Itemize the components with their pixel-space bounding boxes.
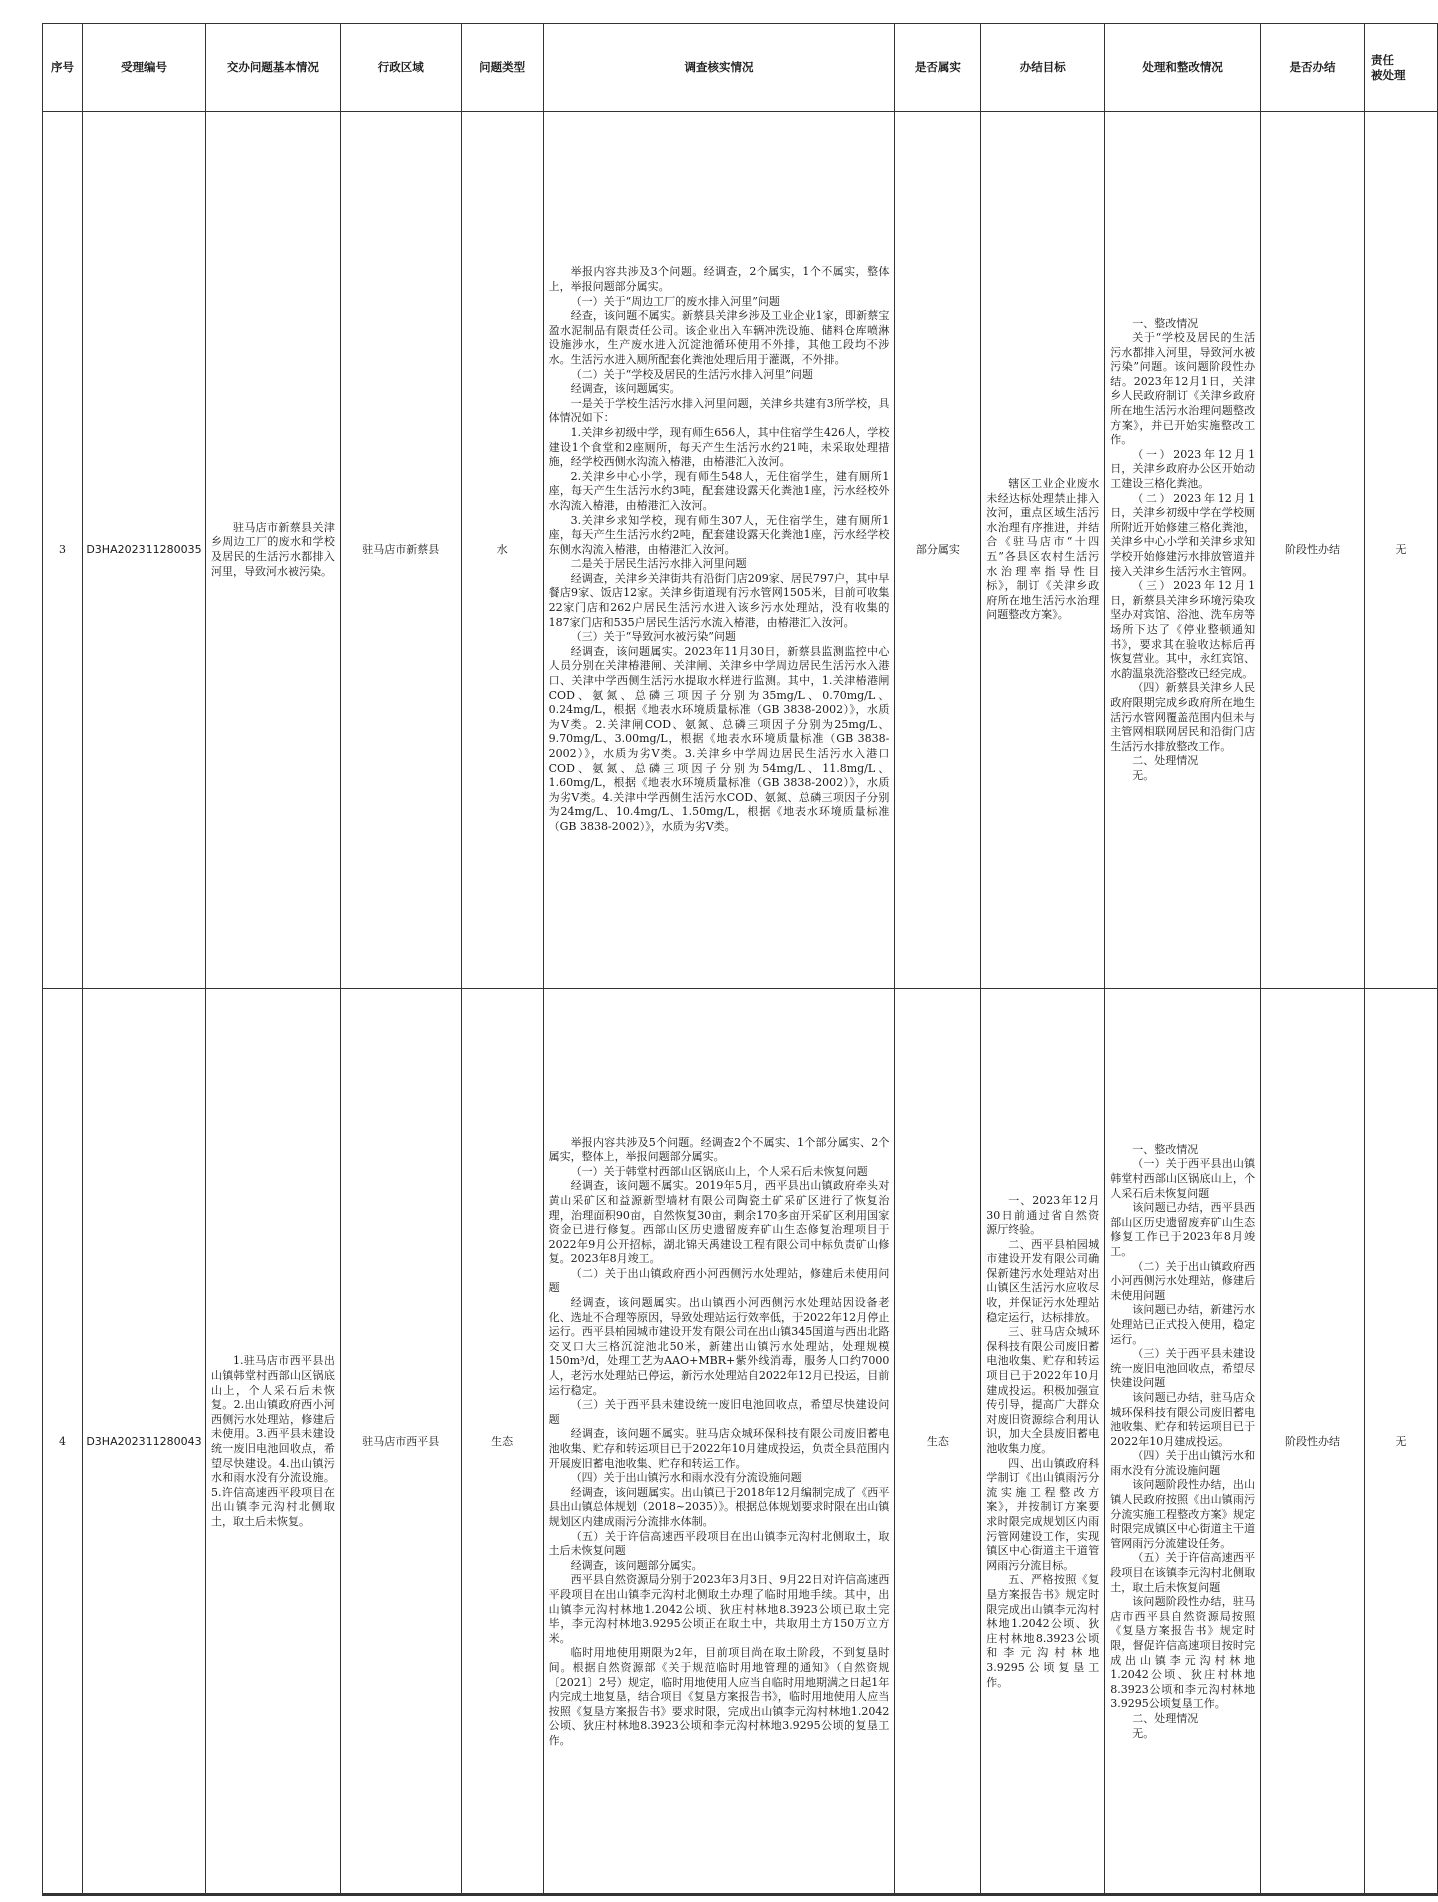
paragraph: （四）新蔡县关津乡人民政府限期完成乡政府所在地生活污水管网覆盖范围内但未与主管网相联网居民和沿街门店生活污水排放整改工作。 xyxy=(1110,681,1256,753)
cell-handling xyxy=(1105,989,1261,1896)
paragraph: 该问题阶段性办结，出山镇人民政府按照《出山镇雨污分流实施工程整改方案》规定时限完成镇区中心街道主干道管网雨污分流建设任务。 xyxy=(1110,1478,1256,1550)
cell-type: 生态 xyxy=(461,989,543,1896)
header-region: 行政区域 xyxy=(340,24,461,112)
header-id: 受理编号 xyxy=(82,24,205,112)
paragraph: 一、整改情况 xyxy=(1132,316,1199,330)
table-row xyxy=(43,989,1438,1896)
paragraph: （四）关于出山镇污水和雨水没有分流设施问题 xyxy=(1110,1449,1256,1477)
paragraph: （一）关于“周边工厂的废水排入河里”问题 xyxy=(570,294,780,308)
paragraph: 该问题已办结，西平县西部山区历史遗留废弃矿山生态修复工作已于2023年8月竣工。 xyxy=(1110,1201,1256,1258)
paragraph: （二）2023年12月1日，关津乡初级中学在学校厕所附近开始修建三格化粪池，关津乡中心小学和关津乡求知学校开始修建污水排放管道并接入关津乡生活污水主管网。 xyxy=(1110,491,1256,578)
paragraph: 该问题已办结，驻马店众城环保科技有限公司废旧蓄电池收集、贮存和转运项目已于2022年10月建成投运。 xyxy=(1110,1390,1256,1448)
paragraph: 举报内容共涉及3个问题。经调查，2个属实，1个不属实，整体上，举报问题部分属实。 xyxy=(548,265,890,294)
paragraph: 经调查，该问题属实。出山镇西小河西侧污水处理站因设备老化、选址不合理等原因，导致处理站运行效率低，于2022年12月停止运行。西平县柏园城市建设开发有限公司在出山镇345国道与西出北路交叉口大三格沉淀池北50米，新建出山镇污水处理站，处理规模150m³/d，处理工艺为AAO+MBR+紫外线消毒，服务人口约7000人，老污水处理站已停运，新污水处理站自2022年12月已投运，目前运行稳定。 xyxy=(548,1296,890,1397)
paragraph: 二、西平县柏园城市建设开发有限公司确保新建污水处理站对出山镇区生活污水应收尽收，并保证污水处理站稳定运行，达标排放。 xyxy=(986,1237,1100,1324)
paragraph: 经调查，该问题不属实。驻马店众城环保科技有限公司废旧蓄电池收集、贮存和转运项目已于2022年10月建成投运，负责全县范围内开展废旧蓄电池收集、贮存和转运工作。 xyxy=(548,1427,890,1470)
paragraph: 无。 xyxy=(1132,768,1155,782)
bottom-rule xyxy=(42,1893,1438,1895)
goal-text: 辖区工业企业废水未经达标处理禁止排入汝河，重点区域生活污水治理有序推进，并结合《驻马店市“十四五”各县区农村生活污水治理率指导性目标》，制订《关津乡政府所在地生活污水治理问题整改方案》。 xyxy=(986,477,1100,622)
cell-responsible: 无 xyxy=(1364,989,1437,1896)
paragraph: 经调查，该问题属实。出山镇已于2018年12月编制完成了《西平县出山镇总体规划（2018~2035）》。根据总体规划要求时限在出山镇规划区内建成雨污分流排水体制。 xyxy=(548,1485,890,1528)
cell-id: D3HA202311280035 xyxy=(82,112,205,989)
paragraph: 经查，该问题不属实。新蔡县关津乡涉及工业企业1家，即新蔡宝盈水泥制品有限责任公司。该企业出入车辆冲洗设施、储料仓库喷淋设施涉水，生产废水进入沉淀池循环使用不外排，其他工段均不涉水。生活污水进入厕所配套化粪池处理后用于灌溉，不外排。 xyxy=(548,309,890,366)
table-row xyxy=(43,112,1438,989)
cell-is-true: 生态 xyxy=(895,989,981,1896)
paragraph: 三、驻马店众城环保科技有限公司废旧蓄电池收集、贮存和转运项目已于2022年10月建成投运。积极加强宣传引导，提高广大群众对废旧资源综合利用认识，加大全县废旧蓄电池收集力度。 xyxy=(986,1325,1100,1455)
cell-is-true: 部分属实 xyxy=(895,112,981,989)
paragraph: 二、处理情况 xyxy=(1132,1711,1199,1725)
header-type: 问题类型 xyxy=(461,24,543,112)
paragraph: 2.关津乡中心小学，现有师生548人，无住宿学生，建有厕所1座，每天产生生活污水约3吨，配套建设露天化粪池1座，污水经校外水沟流入椿港，由椿港汇入汝河。 xyxy=(548,469,890,512)
paragraph: （一）2023年12月1日，关津乡政府办公区开始动工建设三格化粪池。 xyxy=(1110,447,1256,491)
cell-type: 水 xyxy=(461,112,543,989)
paragraph: （二）关于“学校及居民的生活污水排入河里”问题 xyxy=(570,367,813,381)
cell-done: 阶段性办结 xyxy=(1261,989,1365,1896)
cell-issue xyxy=(205,989,340,1896)
cell-region: 驻马店市西平县 xyxy=(340,989,461,1896)
paragraph: 二是关于居民生活污水排入河里问题 xyxy=(570,557,747,571)
header-goal: 办结目标 xyxy=(981,24,1105,112)
paragraph: 该问题已办结，新建污水处理站已正式投入使用，稳定运行。 xyxy=(1110,1303,1256,1346)
paragraph: 经调查，该问题不属实。2019年5月，西平县出山镇政府牵头对黄山采矿区和益源新型墙材有限公司陶瓷土矿采矿区进行了恢复治理，治理面积90亩，自然恢复30亩，剩余170多亩开采矿区利用国家资金已进行修复。西部山区历史遗留废弃矿山生态修复治理项目于2022年9月公开招标，湖北锦天禹建设工程有限公司中标负责矿山修复。2023年8月竣工。 xyxy=(548,1179,890,1266)
paragraph: （三）关于“导致河水被污染”问题 xyxy=(570,630,736,644)
paragraph: （一）关于韩堂村西部山区锅底山上，个人采石后未恢复问题 xyxy=(570,1164,868,1178)
paragraph: 无。 xyxy=(1132,1726,1155,1740)
paragraph: 举报内容共涉及5个问题。经调查2个不属实、1个部分属实、2个属实，整体上，举报问题部分属实。 xyxy=(548,1135,890,1164)
paragraph: （五）关于许信高速西平段项目在该镇李元沟村北侧取土，取土后未恢复问题 xyxy=(1110,1551,1256,1594)
cell-handling xyxy=(1105,112,1261,989)
header-investigation: 调查核实情况 xyxy=(543,24,895,112)
table-header-row xyxy=(43,24,1438,112)
header-responsible: 责任 被处理 xyxy=(1364,24,1437,112)
cell-id: D3HA202311280043 xyxy=(82,989,205,1896)
paragraph: 经调查，关津乡关津街共有沿街门店209家、居民797户，其中早餐店9家、饭店12家。关津乡街道现有污水管网1505米，目前可收集22家门店和262户居民生活污水进入该乡污水处理站，没有收集的187家门店和535户居民生活污水流入椿港，由椿港汇入汝河。 xyxy=(548,571,890,629)
cell-investigation xyxy=(543,112,895,989)
paragraph: 二、处理情况 xyxy=(1132,754,1199,768)
paragraph: 西平县自然资源局分别于2023年3月3日、9月22日对许信高速西平段项目在出山镇李元沟村北侧取土办理了临时用地手续。其中，出山镇李元沟村林地1.2042公顷、狄庄村林地8.3923公顷已取土完毕，李元沟村林地3.9295公顷正在取土中，共取用土方150万立方米。 xyxy=(548,1573,890,1645)
issue-text: 1.驻马店市西平县出山镇韩堂村西部山区锅底山上，个人采石后未恢复。2.出山镇政府西小河西侧污水处理站，修建后未使用。3.西平县未建设统一废旧电池回收点，希望尽快建设。4.出山镇污水和雨水没有分流设施。5.许信高速西平段项目在出山镇李元沟村北侧取土，取土后未恢复。 xyxy=(210,1354,335,1528)
paragraph: （三）2023年12月1日，新蔡县关津乡环境污染攻坚办对宾馆、浴池、洗车房等场所下达了《停业整顿通知书》，要求其在验收达标后再恢复营业。其中，永红宾馆、水韵温泉洗浴整改已经完成。 xyxy=(1110,579,1256,680)
paragraph: 五、严格按照《复垦方案报告书》规定时限完成出山镇李元沟村林地1.2042公顷、狄庄村林地8.3923公顷和李元沟村林地3.9295公顷复垦工作。 xyxy=(986,1573,1100,1689)
header-handling: 处理和整改情况 xyxy=(1105,24,1261,112)
paragraph: 四、出山镇政府科学制订《出山镇雨污分流实施工程整改方案》，并按制订方案要求时限完成规划区内雨污管网建设工作，实现镇区中心街道主干道管网雨污分流目标。 xyxy=(986,1456,1100,1572)
paragraph: （三）关于西平县未建设统一废旧电池回收点，希望尽快建设问题 xyxy=(548,1398,890,1426)
paragraph: （二）关于出山镇政府西小河西侧污水处理站，修建后未使用问题 xyxy=(1110,1259,1256,1302)
cell-seq: 3 xyxy=(43,112,83,989)
paragraph: 该问题阶段性办结，驻马店市西平县自然资源局按照《复垦方案报告书》规定时限，督促许信高速项目按时完成出山镇李元沟村林地1.2042公顷、狄庄村林地8.3923公顷和李元沟村林地3.9295公顷复垦工作。 xyxy=(1110,1595,1256,1711)
paragraph: （二）关于出山镇政府西小河西侧污水处理站，修建后未使用问题 xyxy=(548,1266,890,1295)
case-table xyxy=(42,23,1438,1896)
header-is-true: 是否属实 xyxy=(895,24,981,112)
paragraph: 临时用地使用期限为2年，目前项目尚在取土阶段，不到复垦时间。根据自然资源部《关于规范临时用地管理的通知》（自然资规〔2021〕2号）规定，临时用地使用人应当自临时用地期满之日起1年内完成土地复垦，结合项目《复垦方案报告书》，临时用地使用人应当按照《复垦方案报告书》要求时限，完成出山镇李元沟村林地1.2042公顷、狄庄村林地8.3923公顷和李元沟村林地3.9295公顷的复垦工作。 xyxy=(548,1646,890,1747)
paragraph: 经调查，该问题属实。2023年11月30日，新蔡县监测监控中心人员分别在关津椿港闸、关津闸、关津乡中学周边居民生活污水入港口、关津中学西侧生活污水提取水样进行监测。其中，1.关津椿港闸COD、氨氮、总磷三项因子分别为35mg/L、0.70mg/L、0.24mg/L，根据《地表水环境质量标准（GB 3838-2002）》，水质为Ⅴ类。2.关津闸COD、氨氮、总磷三项因子分别为25mg/L、9.70mg/L、3.00mg/L，根据《地表水环境质量标准（GB 3838-2002）》，水质为劣Ⅴ类。3.关津乡中学周边居民生活污水入港口COD、氨氮、总磷三项因子分别为54mg/L、11.8mg/L、1.60mg/L，根据《地表水环境质量标准（GB 3838-2002）》，水质为劣Ⅴ类。4.关津中学西侧生活污水COD、氨氮、总磷三项因子分别为24mg/L、10.4mg/L、1.50mg/L，根据《地表水环境质量标准（GB 3838-2002）》，水质为劣Ⅴ类。 xyxy=(548,644,890,833)
paragraph: 关于“学校及居民的生活污水都排入河里，导致河水被污染”问题。该问题阶段性办结。2023年12月1日，关津乡人民政府制订《关津乡政府所在地生活污水治理问题整改方案》，并已开始实施整改工作。 xyxy=(1110,331,1256,447)
paragraph: 一、整改情况 xyxy=(1132,1142,1199,1156)
paragraph: 经调查，该问题部分属实。 xyxy=(570,1558,703,1572)
cell-goal xyxy=(981,112,1105,989)
header-done: 是否办结 xyxy=(1261,24,1365,112)
issue-text: 驻马店市新蔡县关津乡周边工厂的废水和学校及居民的生活污水都排入河里，导致河水被污染。 xyxy=(210,520,335,578)
cell-goal xyxy=(981,989,1105,1896)
paragraph: （一）关于西平县出山镇韩堂村西部山区锅底山上，个人采石后未恢复问题 xyxy=(1110,1157,1256,1200)
cell-responsible: 无 xyxy=(1364,112,1437,989)
cell-issue xyxy=(205,112,340,989)
header-issue: 交办问题基本情况 xyxy=(205,24,340,112)
paragraph: （五）关于许信高速西平段项目在出山镇李元沟村北侧取土，取土后未恢复问题 xyxy=(548,1529,890,1558)
paragraph: 3.关津乡求知学校，现有师生307人，无住宿学生，建有厕所1座，每天产生生活污水约2吨，配套建设露天化粪池1座，污水经学校东侧水沟流入椿港，由椿港汇入汝河。 xyxy=(548,513,890,556)
paragraph: 经调查，该问题属实。 xyxy=(570,382,681,396)
paragraph: （四）关于出山镇污水和雨水没有分流设施问题 xyxy=(570,1471,802,1485)
cell-investigation xyxy=(543,989,895,1896)
cell-seq: 4 xyxy=(43,989,83,1896)
paragraph: 一、2023年12月30日前通过省自然资源厅终验。 xyxy=(986,1193,1100,1237)
paragraph: （三）关于西平县未建设统一废旧电池回收点，希望尽快建设问题 xyxy=(1110,1347,1256,1390)
cell-done: 阶段性办结 xyxy=(1261,112,1365,989)
header-seq: 序号 xyxy=(43,24,83,112)
paragraph: 1.关津乡初级中学，现有师生656人，其中住宿学生426人，学校建设1个食堂和2座厕所，每天产生生活污水约21吨，未采取处理措施，经学校西侧水沟流入椿港，由椿港汇入汝河。 xyxy=(548,425,890,469)
paragraph: 一是关于学校生活污水排入河里问题，关津乡共建有3所学校，具体情况如下： xyxy=(548,396,890,425)
cell-region: 驻马店市新蔡县 xyxy=(340,112,461,989)
